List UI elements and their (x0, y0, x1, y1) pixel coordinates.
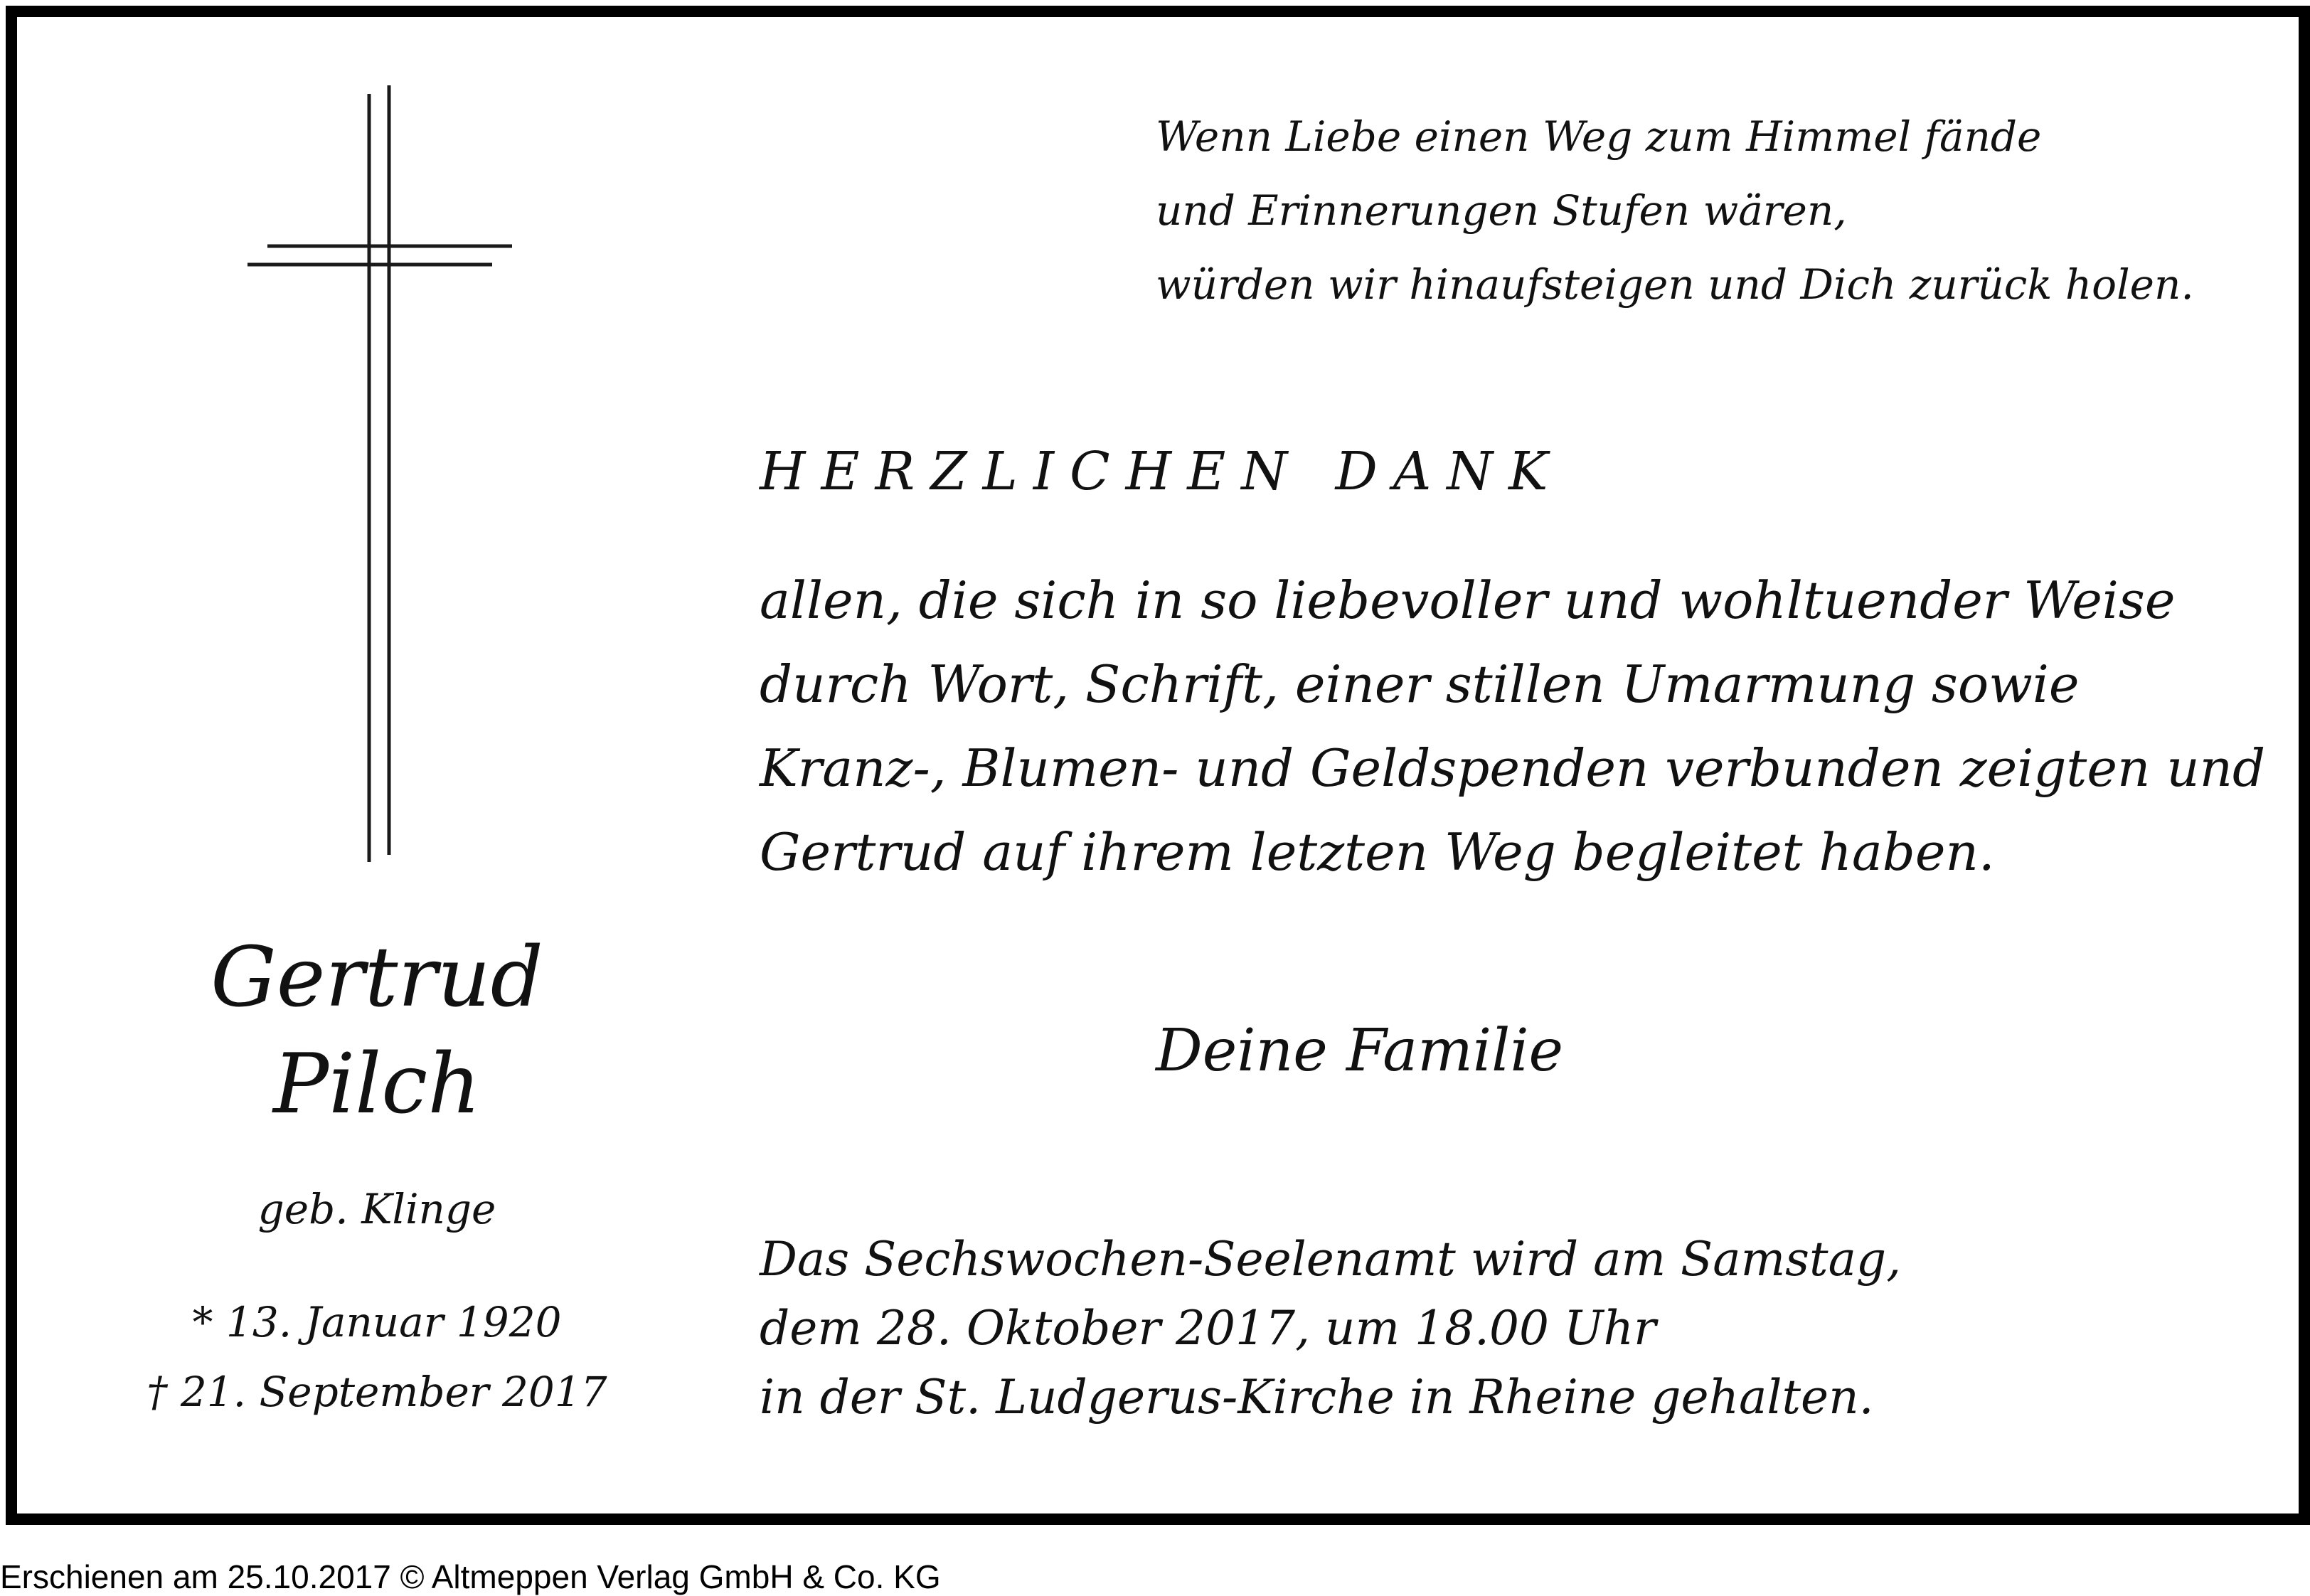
thanks-text (760, 558, 2266, 894)
death-date: † 21. September 2017 (147, 1368, 607, 1416)
service-line: in der St. Ludgerus-Kirche in Rheine gehalten. (760, 1370, 1874, 1425)
poem (1156, 100, 2223, 321)
thanks-line: durch Wort, Schrift, einer stillen Umarmung sowie (760, 654, 2080, 714)
service-line: Das Sechswochen-Seelenamt wird am Samstag, (760, 1232, 1902, 1287)
last-name: Pilch (273, 1036, 481, 1132)
service-line: dem 28. Oktober 2017, um 18.00 Uhr (760, 1301, 1656, 1356)
poem-line: Wenn Liebe einen Weg zum Himmel fände (1156, 112, 2042, 161)
birth-date: * 13. Januar 1920 (192, 1298, 562, 1346)
first-name: Gertrud (211, 930, 543, 1026)
thanks-line: allen, die sich in so liebevoller und wohltuender Weise (760, 570, 2176, 630)
poem-line: und Erinnerungen Stufen wären, (1156, 186, 1847, 235)
signature: Deine Familie (1156, 1017, 1564, 1085)
thanks-line: Gertrud auf ihrem letzten Weg begleitet haben. (760, 822, 1995, 882)
thanks-line: Kranz-, Blumen- und Geldspenden verbunden zeigten und (760, 738, 2266, 798)
service-notice (760, 1225, 2253, 1432)
life-dates (92, 1287, 661, 1427)
poem-line: würden wir hinaufsteigen und Dich zurück holen. (1156, 260, 2194, 309)
thanks-title: HERZLICHEN DANK (760, 441, 1564, 502)
cross-icon (242, 85, 526, 875)
publication-footer: Erschienen am 25.10.2017 © Altmeppen Verlag GmbH & Co. KG (0, 1558, 941, 1595)
deceased-info (92, 925, 661, 1427)
maiden-name: geb. Klinge (257, 1185, 496, 1233)
